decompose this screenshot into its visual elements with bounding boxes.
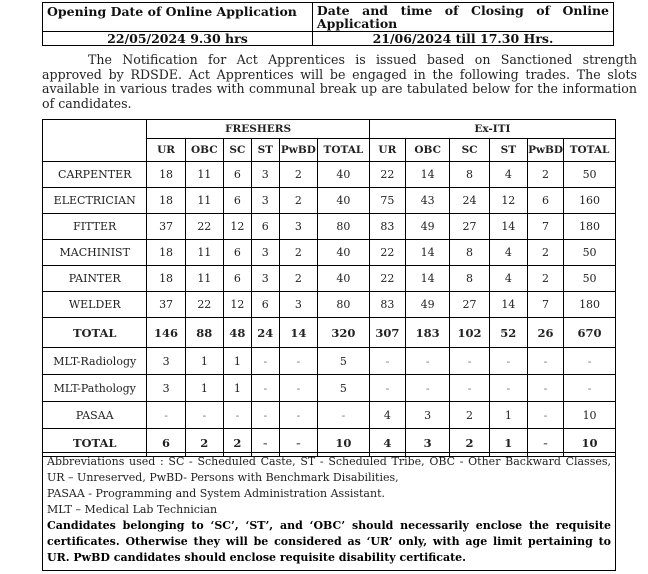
value-cell: 18 xyxy=(147,266,185,292)
value-cell: 4 xyxy=(489,240,527,266)
value-cell: 14 xyxy=(405,240,449,266)
value-cell: 3 xyxy=(147,375,185,402)
value-cell: 670 xyxy=(564,318,616,348)
value-cell: 1 xyxy=(489,429,527,457)
value-cell: 4 xyxy=(369,402,405,429)
value-cell: 22 xyxy=(369,240,405,266)
value-cell: 80 xyxy=(318,292,370,318)
value-cell: 40 xyxy=(318,188,370,214)
column-header: TOTAL xyxy=(318,139,370,162)
value-cell: - xyxy=(251,375,279,402)
notification-paragraph xyxy=(42,53,637,111)
value-cell: - xyxy=(527,348,563,375)
value-cell: - xyxy=(564,348,616,375)
value-cell: - xyxy=(405,348,449,375)
value-cell: 307 xyxy=(369,318,405,348)
value-cell: 2 xyxy=(527,240,563,266)
value-cell: 14 xyxy=(279,318,317,348)
trade-row xyxy=(43,402,616,429)
value-cell: - xyxy=(369,375,405,402)
value-cell: 40 xyxy=(318,266,370,292)
value-cell: 2 xyxy=(223,429,251,457)
value-cell: 37 xyxy=(147,214,185,240)
value-cell: 18 xyxy=(147,162,185,188)
value-cell: - xyxy=(450,348,489,375)
value-cell: 6 xyxy=(223,162,251,188)
certificate-instruction: Candidates belonging to ‘SC’, ‘ST’, and ‘OBC’ should necessarily enclose the requisite certificates. Otherwise they will be considered as ‘UR’ only, with age limit pertaining to UR. PwBD candidates should enclose requisite disability certificate. xyxy=(47,519,611,564)
value-cell: 50 xyxy=(564,266,616,292)
value-cell: 27 xyxy=(450,292,489,318)
trade-row xyxy=(43,266,616,292)
value-cell: - xyxy=(369,348,405,375)
value-cell: 3 xyxy=(251,162,279,188)
value-cell: - xyxy=(251,402,279,429)
blank-corner-cell xyxy=(43,120,147,162)
group-header-row xyxy=(43,120,616,139)
value-cell: - xyxy=(147,402,185,429)
value-cell: 180 xyxy=(564,214,616,240)
value-cell: 10 xyxy=(318,429,370,457)
value-cell: 52 xyxy=(489,318,527,348)
value-cell: - xyxy=(527,402,563,429)
column-header: PwBD xyxy=(527,139,563,162)
trade-row xyxy=(43,214,616,240)
value-cell: 12 xyxy=(223,214,251,240)
trade-row xyxy=(43,188,616,214)
total-row xyxy=(43,318,616,348)
value-cell: - xyxy=(185,402,223,429)
value-cell: 11 xyxy=(185,188,223,214)
column-header: ST xyxy=(489,139,527,162)
value-cell: - xyxy=(489,375,527,402)
value-cell: 24 xyxy=(251,318,279,348)
value-cell: 6 xyxy=(527,188,563,214)
column-header: UR xyxy=(369,139,405,162)
value-cell: - xyxy=(527,375,563,402)
value-cell: 75 xyxy=(369,188,405,214)
trade-name-cell: CARPENTER xyxy=(43,162,147,188)
closing-date-label: Date and time of Closing of Online Application xyxy=(312,3,613,32)
value-cell: 22 xyxy=(369,162,405,188)
value-cell: 14 xyxy=(489,292,527,318)
value-cell: 49 xyxy=(405,292,449,318)
value-cell: 14 xyxy=(405,266,449,292)
trade-name-cell: MLT-Pathology xyxy=(43,375,147,402)
opening-date-value: 22/05/2024 9.30 hrs xyxy=(43,32,313,46)
value-cell: 83 xyxy=(369,214,405,240)
value-cell: 6 xyxy=(223,240,251,266)
value-cell: 2 xyxy=(527,266,563,292)
value-cell: - xyxy=(223,402,251,429)
closing-date-value: 21/06/2024 till 17.30 Hrs. xyxy=(312,32,613,46)
value-cell: 12 xyxy=(223,292,251,318)
value-cell: 22 xyxy=(369,266,405,292)
value-cell: 50 xyxy=(564,162,616,188)
value-cell: 14 xyxy=(405,162,449,188)
value-cell: 22 xyxy=(185,214,223,240)
value-cell: 6 xyxy=(251,214,279,240)
value-cell: - xyxy=(564,375,616,402)
column-header: PwBD xyxy=(279,139,317,162)
value-cell: 2 xyxy=(279,266,317,292)
value-cell: 6 xyxy=(251,292,279,318)
value-cell: 1 xyxy=(223,375,251,402)
value-cell: - xyxy=(405,375,449,402)
value-cell: 49 xyxy=(405,214,449,240)
value-cell: 10 xyxy=(564,429,616,457)
group-header-freshers: FRESHERS xyxy=(147,120,369,139)
value-cell: 11 xyxy=(185,266,223,292)
value-cell: 3 xyxy=(251,240,279,266)
value-cell: 3 xyxy=(279,292,317,318)
trade-row xyxy=(43,162,616,188)
slots-table xyxy=(42,119,616,457)
value-cell: - xyxy=(279,402,317,429)
value-cell: 6 xyxy=(147,429,185,457)
value-cell: 3 xyxy=(251,266,279,292)
value-cell: - xyxy=(489,348,527,375)
abbreviations-text: Abbreviations used : SC - Scheduled Caste, ST - Scheduled Tribe, OBC - Other Backward Classes, UR – Unreserved, PwBD- Persons with Benchmark Disabilities, xyxy=(47,455,611,484)
trade-row xyxy=(43,240,616,266)
pasaa-definition: PASAA - Programming and System Administration Assistant. xyxy=(47,487,385,500)
value-cell: 24 xyxy=(450,188,489,214)
value-cell: 2 xyxy=(279,162,317,188)
value-cell: 3 xyxy=(147,348,185,375)
value-cell: - xyxy=(527,429,563,457)
value-cell: 83 xyxy=(369,292,405,318)
value-cell: 2 xyxy=(279,240,317,266)
value-cell: 50 xyxy=(564,240,616,266)
value-cell: 4 xyxy=(489,162,527,188)
value-cell: 12 xyxy=(489,188,527,214)
trade-name-cell: WELDER xyxy=(43,292,147,318)
trade-name-cell: PAINTER xyxy=(43,266,147,292)
value-cell: 1 xyxy=(489,402,527,429)
column-header: SC xyxy=(450,139,489,162)
column-header: SC xyxy=(223,139,251,162)
value-cell: 2 xyxy=(450,429,489,457)
value-cell: 5 xyxy=(318,375,370,402)
value-cell: 3 xyxy=(251,188,279,214)
value-cell: 3 xyxy=(405,429,449,457)
value-cell: 22 xyxy=(185,292,223,318)
column-header: ST xyxy=(251,139,279,162)
value-cell: 1 xyxy=(185,375,223,402)
trade-name-cell: PASAA xyxy=(43,402,147,429)
column-header: UR xyxy=(147,139,185,162)
trade-name-cell: ELECTRICIAN xyxy=(43,188,147,214)
column-header: OBC xyxy=(185,139,223,162)
opening-date-label: Opening Date of Online Application xyxy=(43,3,313,32)
value-cell: - xyxy=(251,348,279,375)
trade-name-cell: TOTAL xyxy=(43,429,147,457)
value-cell: 2 xyxy=(527,162,563,188)
value-cell: 3 xyxy=(279,214,317,240)
value-cell: - xyxy=(279,375,317,402)
value-cell: 160 xyxy=(564,188,616,214)
value-cell: - xyxy=(251,429,279,457)
value-cell: 7 xyxy=(527,214,563,240)
value-cell: 11 xyxy=(185,162,223,188)
value-cell: 4 xyxy=(369,429,405,457)
notification-text: The Notification for Act Apprentices is issued based on Sanctioned strength approved by RDSDE. Act Apprentices will be engaged in the following trades. The slots available in various trades with communal break up are tabulated below for the information of candidates. xyxy=(42,52,637,111)
value-cell: 43 xyxy=(405,188,449,214)
trade-name-cell: MACHINIST xyxy=(43,240,147,266)
value-cell: 14 xyxy=(489,214,527,240)
trade-row xyxy=(43,348,616,375)
column-header: OBC xyxy=(405,139,449,162)
trade-name-cell: FITTER xyxy=(43,214,147,240)
value-cell: 8 xyxy=(450,162,489,188)
value-cell: - xyxy=(318,402,370,429)
value-cell: 80 xyxy=(318,214,370,240)
value-cell: 10 xyxy=(564,402,616,429)
value-cell: 27 xyxy=(450,214,489,240)
value-cell: 18 xyxy=(147,240,185,266)
trade-row xyxy=(43,292,616,318)
value-cell: 7 xyxy=(527,292,563,318)
value-cell: 37 xyxy=(147,292,185,318)
value-cell: 2 xyxy=(279,188,317,214)
trade-name-cell: MLT-Radiology xyxy=(43,348,147,375)
dates-table xyxy=(42,2,614,46)
value-cell: 3 xyxy=(405,402,449,429)
value-cell: - xyxy=(279,429,317,457)
value-cell: 6 xyxy=(223,188,251,214)
value-cell: 26 xyxy=(527,318,563,348)
value-cell: 11 xyxy=(185,240,223,266)
notes-box xyxy=(42,452,616,571)
value-cell: 40 xyxy=(318,162,370,188)
value-cell: 183 xyxy=(405,318,449,348)
value-cell: 146 xyxy=(147,318,185,348)
value-cell: 4 xyxy=(489,266,527,292)
value-cell: 1 xyxy=(185,348,223,375)
value-cell: 102 xyxy=(450,318,489,348)
value-cell: 40 xyxy=(318,240,370,266)
value-cell: 8 xyxy=(450,240,489,266)
value-cell: 88 xyxy=(185,318,223,348)
value-cell: 2 xyxy=(450,402,489,429)
value-cell: 5 xyxy=(318,348,370,375)
value-cell: 48 xyxy=(223,318,251,348)
value-cell: - xyxy=(450,375,489,402)
value-cell: 320 xyxy=(318,318,370,348)
trade-name-cell: TOTAL xyxy=(43,318,147,348)
value-cell: 8 xyxy=(450,266,489,292)
value-cell: 180 xyxy=(564,292,616,318)
value-cell: 2 xyxy=(185,429,223,457)
value-cell: 1 xyxy=(223,348,251,375)
mlt-definition: MLT – Medical Lab Technician xyxy=(47,503,218,516)
group-header-ex-iti: Ex-ITI xyxy=(369,120,615,139)
trade-row xyxy=(43,375,616,402)
value-cell: 18 xyxy=(147,188,185,214)
column-header: TOTAL xyxy=(564,139,616,162)
value-cell: 6 xyxy=(223,266,251,292)
value-cell: - xyxy=(279,348,317,375)
